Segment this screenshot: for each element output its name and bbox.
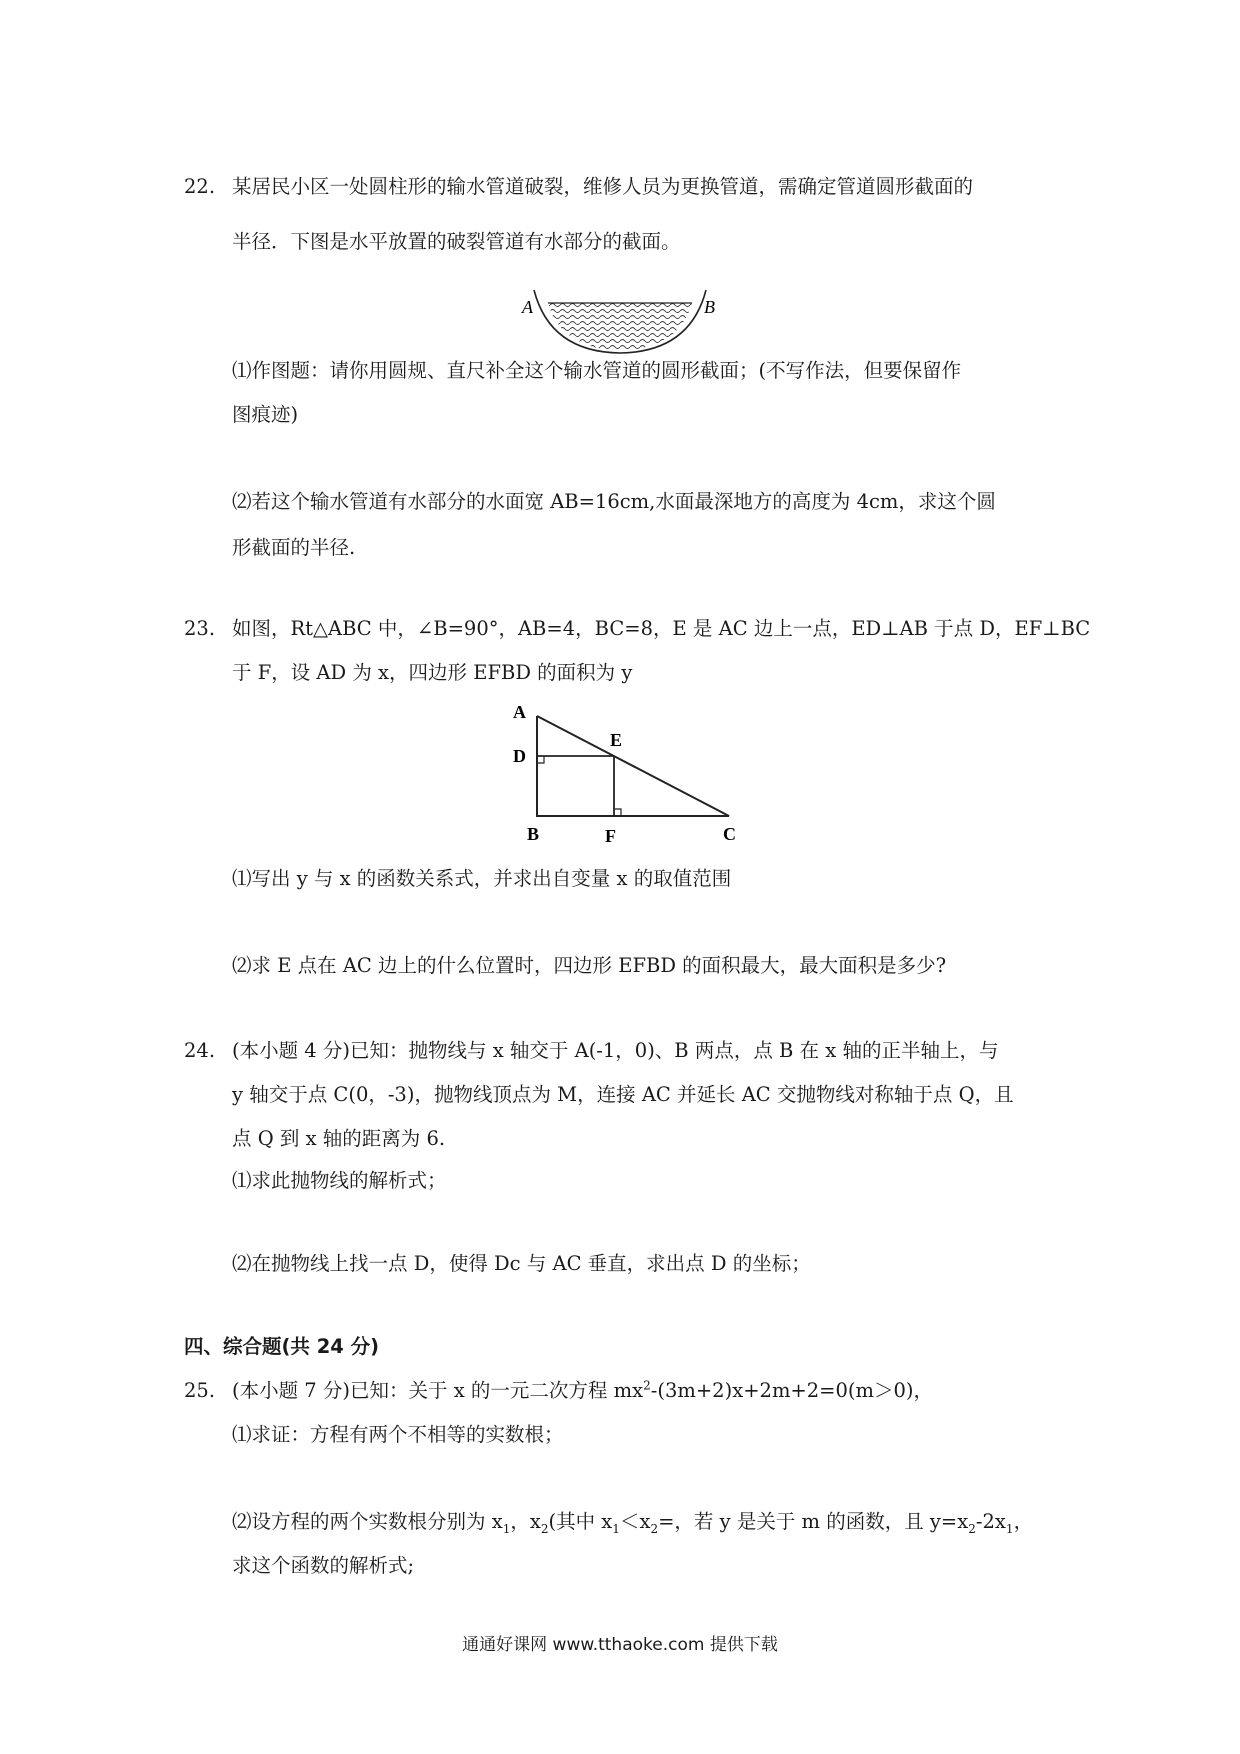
q22-part1-line1: ⑴作图题：请你用圆规、直尺补全这个输水管道的圆形截面；(不写作法，但要保留作 — [232, 359, 962, 382]
q23-label-c: C — [723, 824, 736, 844]
q25-number: 25. — [184, 1379, 216, 1402]
q25-stem — [232, 1377, 933, 1405]
q25-stem-post: -(3m+2)x+2m+2=0(m＞0)， — [650, 1379, 934, 1402]
q23-label-d: D — [513, 746, 526, 766]
q23-part2: ⑵求 E 点在 AC 边上的什么位置时，四边形 EFBD 的面积最大，最大面积是多少? — [232, 954, 947, 977]
q22-label-a: A — [522, 297, 533, 317]
q22-part2-line1: ⑵若这个输水管道有水部分的水面宽 AB=16cm,水面最深地方的高度为 4cm，求这个圆 — [232, 490, 996, 513]
q25-part2-sub4: 2 — [650, 1521, 659, 1536]
q23-label-e: E — [610, 730, 623, 750]
q25-part2-sub5: 2 — [968, 1521, 976, 1536]
q24-stem-line2: y 轴交于点 C(0，-3)，抛物线顶点为 M，连接 AC 并延长 AC 交抛物线对称轴于点 Q，且 — [232, 1083, 1014, 1106]
q23-part1: ⑴写出 y 与 x 的函数关系式，并求出自变量 x 的取值范围 — [232, 867, 732, 890]
q25-part2-text-d: ＜x — [619, 1510, 651, 1533]
q25-part2-text-c: (其中 x — [548, 1510, 613, 1533]
q23-stem-line1: 如图，Rt△ABC 中，∠B=90°，AB=4，BC=8，E 是 AC 边上一点，ED⊥AB 于点 D，EF⊥BC — [232, 617, 1091, 640]
q25-part2-text-a: ⑵设方程的两个实数根分别为 x — [232, 1510, 503, 1533]
q22-pipe-figure — [520, 278, 720, 360]
q24-stem-line3: 点 Q 到 x 轴的距离为 6. — [232, 1127, 446, 1150]
q22-part1-line2: 图痕迹) — [232, 403, 299, 426]
q24-stem-line1: (本小题 4 分)已知：抛物线与 x 轴交于 A(-1，0)、B 两点，点 B 在 x 轴的正半轴上，与 — [232, 1039, 999, 1062]
q25-part2-line1 — [232, 1508, 1033, 1536]
section4-title: 四、综合题(共 24 分) — [184, 1335, 380, 1358]
page-footer: 通通好课网 www.tthaoke.com 提供下载 — [462, 1635, 778, 1655]
q23-label-a: A — [513, 702, 526, 722]
q25-part2-text-f: -2x — [975, 1510, 1006, 1533]
q24-part2: ⑵在抛物线上找一点 D，使得 Dc 与 AC 垂直，求出点 D 的坐标； — [232, 1252, 811, 1275]
q25-stem-pre: (本小题 7 分)已知：关于 x 的一元二次方程 mx — [232, 1379, 644, 1402]
q22-label-b: B — [704, 297, 715, 317]
q25-part1: ⑴求证：方程有两个不相等的实数根； — [232, 1423, 564, 1446]
q25-part2-sub6: 1 — [1005, 1521, 1014, 1536]
q25-part2-sub1: 1 — [502, 1521, 511, 1536]
q25-part2-sub2: 2 — [540, 1521, 549, 1536]
q25-part2-text-e: =，若 y 是关于 m 的函数，且 y=x — [658, 1510, 969, 1533]
q22-stem-line2: 半径．下图是水平放置的破裂管道有水部分的截面。 — [232, 230, 681, 253]
q22-stem-line1: 某居民小区一处圆柱形的输水管道破裂，维修人员为更换管道，需确定管道圆形截面的 — [232, 175, 974, 198]
q22-part2-line2: 形截面的半径. — [232, 536, 356, 559]
q25-part2-text-b: ，x — [510, 1510, 541, 1533]
q23-number: 23. — [184, 617, 216, 640]
q22-number: 22. — [184, 175, 216, 198]
q25-part2-line2: 求这个函数的解析式; — [232, 1554, 415, 1577]
q23-stem-line2: 于 F，设 AD 为 x，四边形 EFBD 的面积为 y — [232, 661, 633, 684]
q25-part2-sub3: 1 — [612, 1521, 620, 1536]
q25-stem-sup: 2 — [643, 1378, 651, 1393]
q24-part1: ⑴求此抛物线的解析式； — [232, 1169, 447, 1192]
q23-label-b: B — [527, 824, 540, 844]
q23-label-f: F — [605, 826, 616, 846]
q24-number: 24. — [184, 1039, 216, 1062]
q25-part2-text-g: ， — [1013, 1510, 1034, 1533]
q23-triangle-figure — [505, 702, 750, 850]
